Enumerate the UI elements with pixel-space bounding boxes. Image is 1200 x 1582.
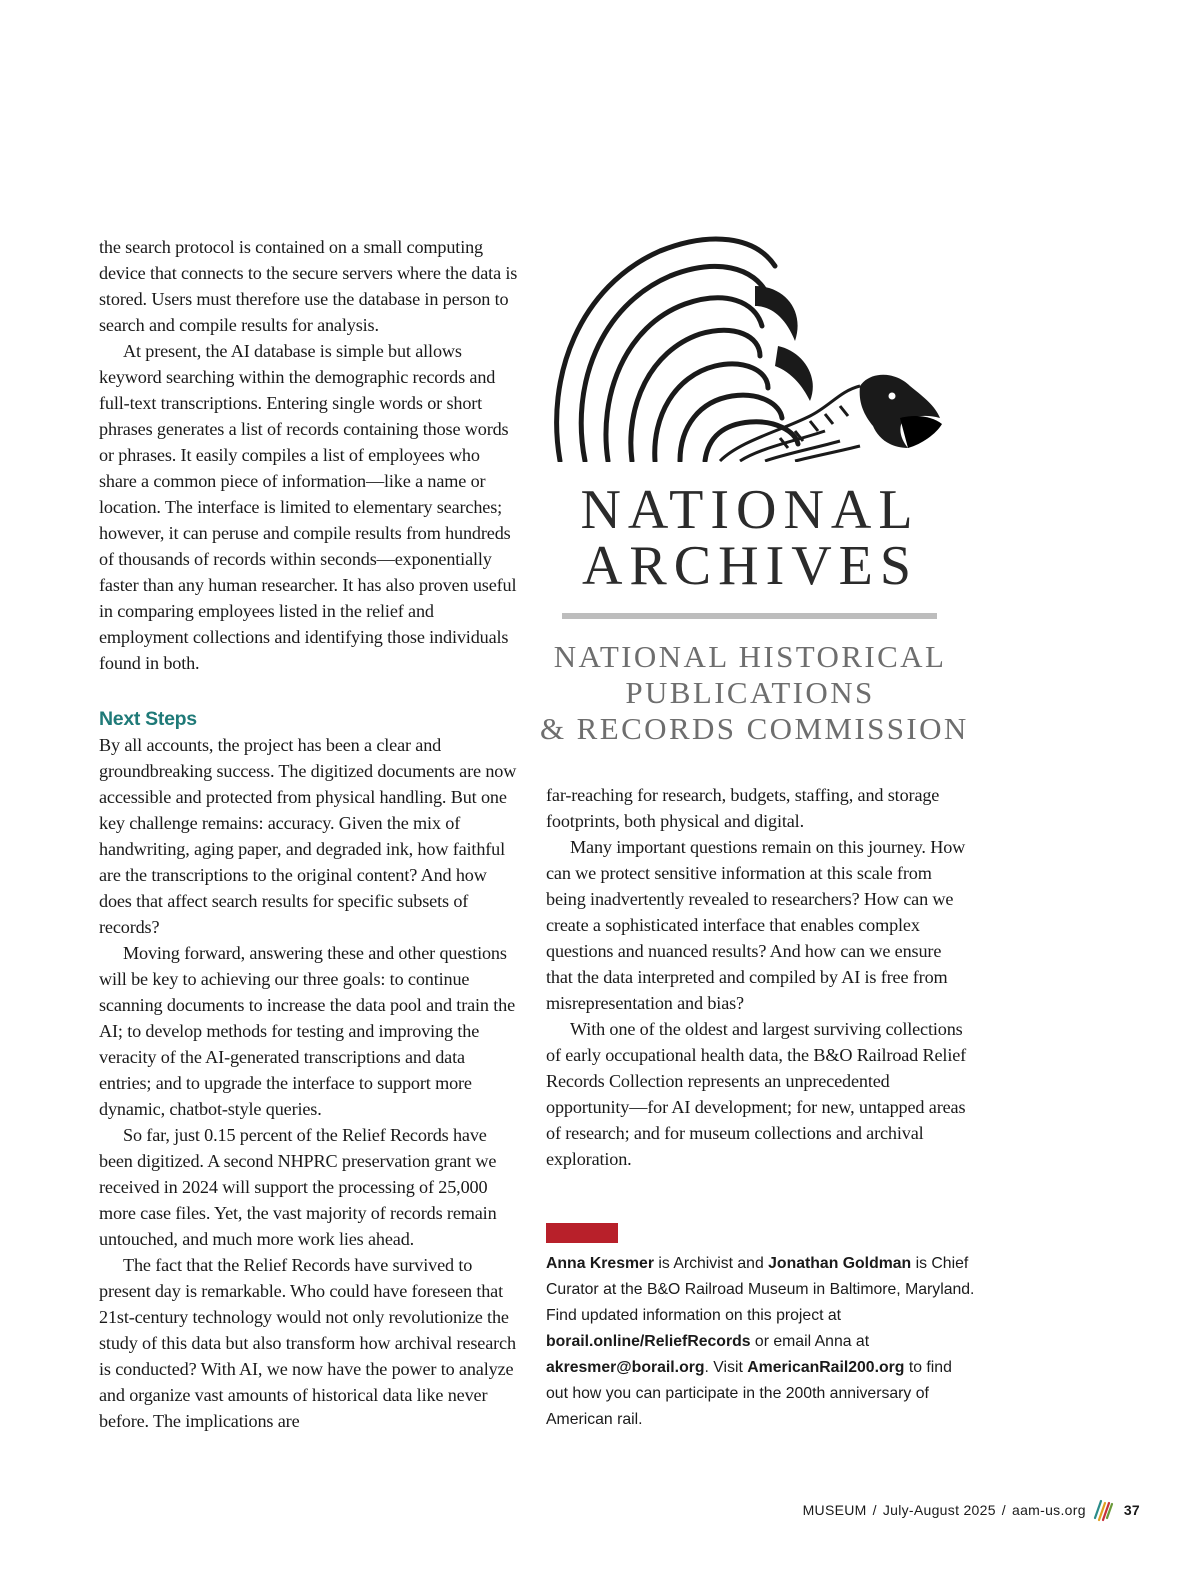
- website-link[interactable]: AmericanRail200.org: [747, 1359, 905, 1376]
- logo-title-line: ARCHIVES: [581, 535, 919, 597]
- footer-separator: /: [1001, 1502, 1006, 1518]
- paragraph: So far, just 0.15 percent of the Relief Records have been digitized. A second NHPRC preservation grant we received in 2024 will support the processing of 25,000 more case files. Yet, the vast majority of records remain untouched, and much more work lies ahead.: [99, 1125, 497, 1249]
- paragraph: The fact that the Relief Records have survived to present day is remarkable. Who could have foreseen that 21st-century technology would not only revolutionize the study of this data but also transform how archival research is conducted? With AI, we now have the power to analyze and organize vast amounts of historical data like never before. The implications are: [99, 1255, 516, 1431]
- bio-text: to find out how you can participate in the 200th anniversary of American rail.: [546, 1359, 952, 1428]
- section-heading: Next Steps: [99, 708, 197, 730]
- logo-title-line: NATIONAL: [580, 479, 920, 541]
- author-name: Jonathan Goldman: [768, 1255, 912, 1272]
- page-number: 37: [1123, 1502, 1140, 1518]
- author-bio: [546, 1251, 976, 1433]
- footer-separator: /: [872, 1502, 877, 1518]
- author-name: Anna Kresmer: [546, 1255, 654, 1272]
- paragraph: the search protocol is contained on a small computing device that connects to the secure servers where the data is stored. Users must therefore use the database in person to search and compile results for analysis.: [99, 237, 518, 335]
- logo-subtitle-line: & RECORDS COMMISSION: [540, 711, 969, 746]
- bio-text: or email Anna at: [750, 1333, 870, 1350]
- project-link[interactable]: borail.online/ReliefRecords: [546, 1333, 751, 1350]
- bio-text: . Visit: [704, 1359, 748, 1376]
- page-footer: [803, 1498, 1140, 1522]
- paragraph: At present, the AI database is simple but allows keyword searching within the demographic records and full-text transcriptions. Entering single words or short phrases generates a list of records containing those words or phrases. It easily compiles a list of employees who share a common piece of information—like a name or location. The interface is limited to elementary searches; however, it can peruse and compile results from hundreds of thousands of records within seconds—exponentially faster than any human researcher. It has also proven useful in comparing employees listed in the relief and employment collections and identifying those individuals found in both.: [99, 341, 517, 673]
- email-link[interactable]: akresmer@borail.org: [546, 1359, 705, 1376]
- logo-subtitle-line: PUBLICATIONS: [625, 675, 875, 710]
- paragraph: By all accounts, the project has been a clear and groundbreaking success. The digitized documents are now accessible and protected from physical handling. But one key challenge remains: accuracy. Given the mix of handwriting, aging paper, and degraded ink, how faithful are the transcriptions to the original content? And how does that affect search results for specific subsets of records?: [99, 735, 517, 937]
- logo-divider: [562, 613, 937, 619]
- issue-date: July-August 2025: [882, 1502, 996, 1518]
- bio-text: is Chief Curator at the B&O Railroad Museum in Baltimore, Maryland. Find updated information on this project at: [546, 1255, 975, 1324]
- paragraph: far-reaching for research, budgets, staffing, and storage footprints, both physical and digital.: [546, 785, 940, 831]
- footer-site: aam-us.org: [1012, 1502, 1086, 1518]
- right-column: [546, 782, 971, 1172]
- magazine-name: MUSEUM: [802, 1502, 867, 1518]
- aam-stripes-icon: [1092, 1498, 1114, 1522]
- paragraph: Many important questions remain on this journey. How can we protect sensitive information at this scale from being inadvertently revealed to researchers? How can we create a sophisticated interface that enables complex questions and nuanced results? And how can we ensure that the data interpreted and compiled by AI is free from misrepresentation and bias?: [546, 837, 966, 1013]
- left-column: [99, 234, 519, 1434]
- logo-subtitle-line: NATIONAL HISTORICAL: [553, 639, 947, 674]
- paragraph: Moving forward, answering these and other questions will be key to achieving our three goals: to continue scanning documents to increase the data pool and train the AI; to develop methods for testing and improving the veracity of the AI-generated transcriptions and data entries; and to upgrade the interface to support more dynamic, chatbot-style queries.: [99, 943, 516, 1119]
- bio-text: is Archivist and: [654, 1255, 769, 1272]
- accent-bar: [546, 1223, 618, 1243]
- paragraph: With one of the oldest and largest surviving collections of early occupational health data, the B&O Railroad Relief Records Collection represents an unprecedented opportunity—for AI development; for new, untapped areas of research; and for museum collections and archival exploration.: [546, 1019, 967, 1169]
